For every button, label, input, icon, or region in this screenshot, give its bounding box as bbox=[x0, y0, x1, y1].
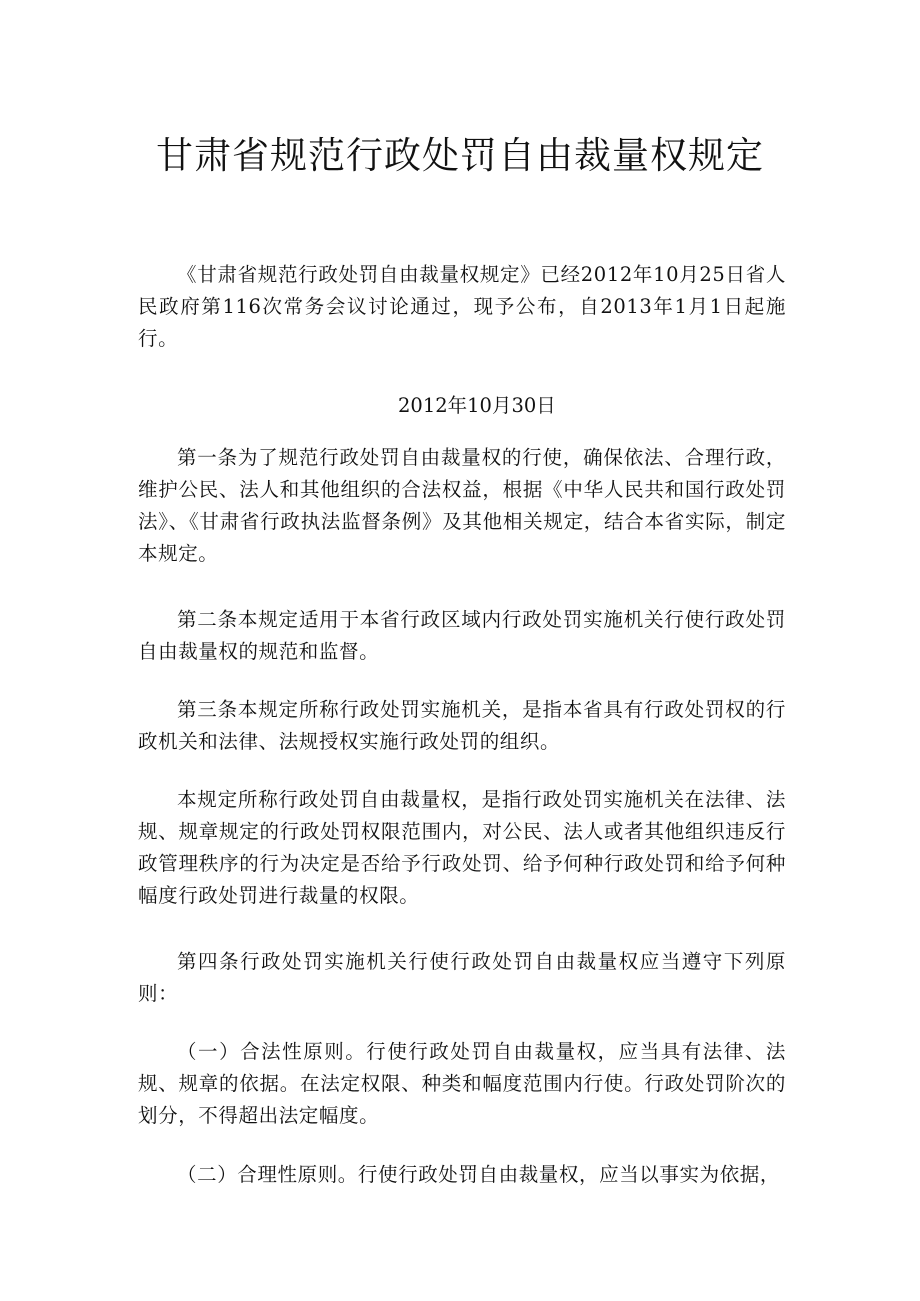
principle-2-paragraph: （二）合理性原则。行使行政处罚自由裁量权，应当以事实为依据， bbox=[177, 1163, 781, 1186]
article-2-paragraph: 第二条本规定适用于本省行政区域内行政处罚实施机关行使行政处罚自由裁量权的规范和监督。 bbox=[138, 608, 786, 663]
article-3-paragraph: 第三条本规定所称行政处罚实施机关，是指本省具有行政处罚权的行政机关和法律、法规授权实施行政处罚的组织。 bbox=[138, 698, 786, 753]
promulgation-paragraph: 《甘肃省规范行政处罚自由裁量权规定》已经2012年10月25日省人民政府第116次常务会议讨论通过，现予公布，自2013年1月1日起施行。 bbox=[138, 263, 786, 350]
principle-1-paragraph: （一）合法性原则。行使行政处罚自由裁量权，应当具有法律、法规、规章的依据。在法定权限、种类和幅度范围内行使。行政处罚阶次的划分，不得超出法定幅度。 bbox=[138, 1040, 786, 1127]
publication-date: 2012年10月30日 bbox=[398, 394, 556, 417]
document-title: 甘肃省规范行政处罚自由裁量权规定 bbox=[156, 134, 764, 177]
article-1-paragraph: 第一条为了规范行政处罚自由裁量权的行使，确保依法、合理行政，维护公民、法人和其他组织的合法权益，根据《中华人民共和国行政处罚法》、《甘肃省行政执法监督条例》及其他相关规定，结合本省实际，制定本规定。 bbox=[138, 446, 786, 565]
article-3-definition-paragraph: 本规定所称行政处罚自由裁量权，是指行政处罚实施机关在法律、法规、规章规定的行政处罚权限范围内，对公民、法人或者其他组织违反行政管理秩序的行为决定是否给予行政处罚、给予何种行政处罚和给予何种幅度行政处罚进行裁量的权限。 bbox=[138, 788, 786, 907]
article-4-paragraph: 第四条行政处罚实施机关行使行政处罚自由裁量权应当遵守下列原则： bbox=[138, 950, 786, 1005]
